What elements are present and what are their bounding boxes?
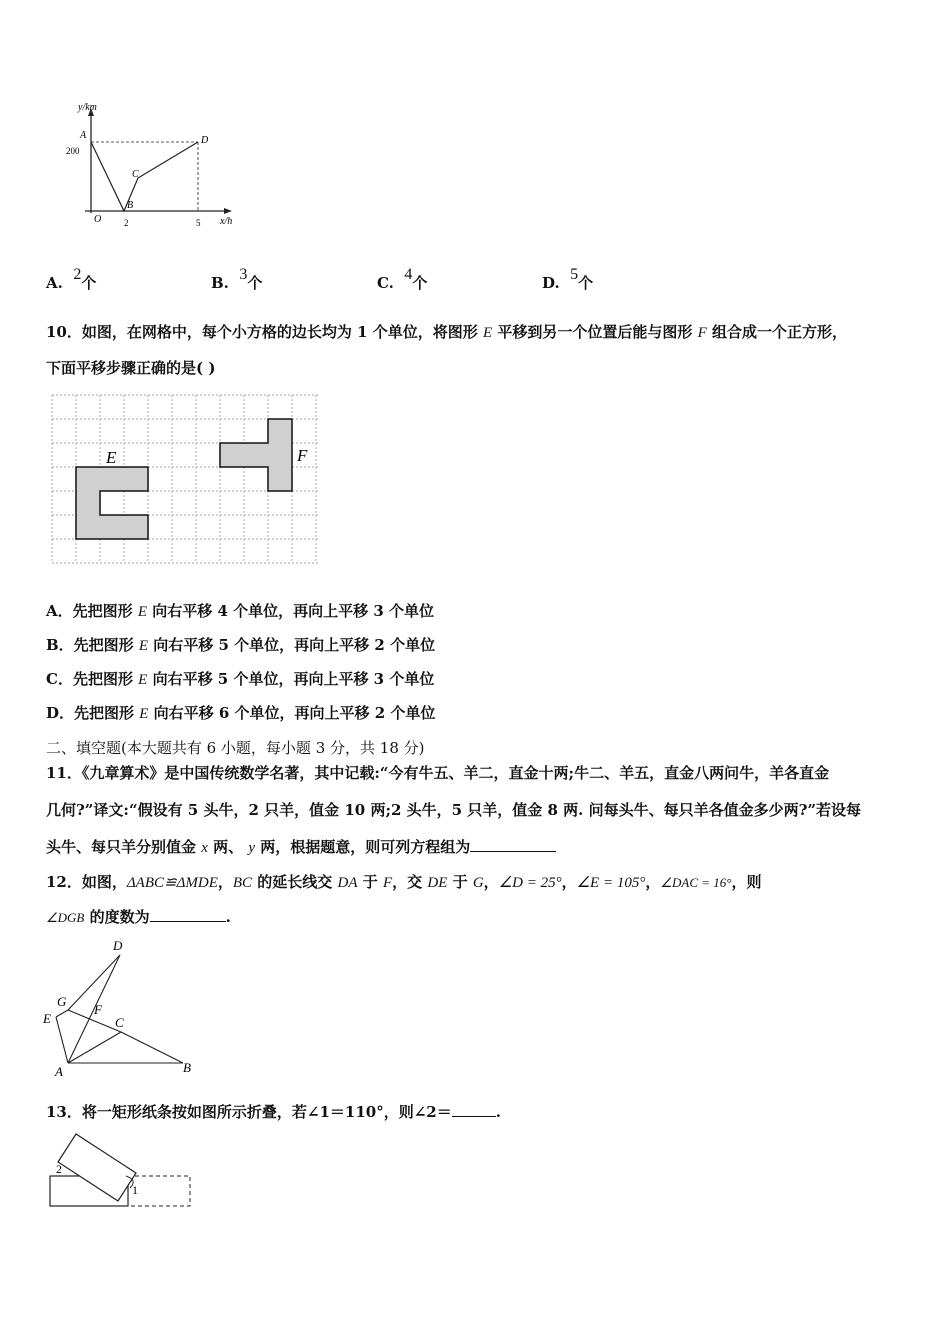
q10-option-b: B．先把图形 E 向右平移 5 个单位，再向上平移 2 个单位: [46, 636, 436, 654]
shape-f: [220, 419, 292, 491]
q11-line2: 几何?”译文:“假设有 5 头牛，2 只羊，值金 10 两;2 头牛，5 只羊，值金 8 两. 问每头牛、每只羊各值金多少两?”若设每: [46, 801, 862, 819]
q10-option-c: C．先把图形 E 向右平移 5 个单位，再向上平移 3 个单位: [46, 670, 435, 688]
shape-e: [76, 467, 148, 539]
graph-path: [91, 142, 198, 211]
q13-answer-blank[interactable]: [452, 1102, 496, 1117]
origin-label: O: [94, 214, 102, 225]
y-axis-label: y/km: [78, 102, 97, 113]
strip-folded-part: [58, 1134, 136, 1201]
shape-e-label: E: [106, 448, 117, 467]
point-a: A: [80, 130, 87, 141]
q10-option-a: A．先把图形 E 向右平移 4 个单位，再向上平移 3 个单位: [46, 602, 435, 620]
angle-1-label: 1: [132, 1183, 138, 1197]
label-c: C: [115, 1015, 124, 1030]
section-heading-fill-in: 二、填空题(本大题共有 6 小题，每小题 3 分，共 18 分): [46, 739, 425, 757]
folded-strip-figure: [44, 1130, 196, 1212]
q12-line2: ∠DGB 的度数为 .: [46, 908, 231, 926]
congruent-triangles-figure: [40, 935, 200, 1077]
q11-line1: 11．《九章算术》是中国传统数学名著，其中记载:“今有牛五、羊二，直金十两;牛二、羊五，直金八两问牛，羊各直金: [46, 764, 830, 782]
label-g: G: [57, 994, 67, 1009]
q10-option-d: D．先把图形 E 向右平移 6 个单位，再向上平移 2 个单位: [46, 704, 436, 722]
x-axis-arrow: [224, 208, 232, 214]
point-b: B: [127, 200, 134, 211]
label-a: A: [55, 1064, 63, 1077]
q9-option-c: C. 4个: [377, 266, 428, 292]
angle-2-label: 2: [56, 1162, 62, 1176]
q11-line3: 头牛、每只羊分别值金 x 两、 y 两，根据题意，则可列方程组为: [46, 836, 556, 857]
q9-option-b: B. 3个: [211, 266, 263, 292]
label-e: E: [43, 1011, 51, 1026]
y-tick-200: 200: [66, 146, 80, 156]
x-tick-5: 5: [196, 218, 201, 228]
label-b: B: [183, 1060, 191, 1075]
q11-answer-blank[interactable]: [470, 837, 556, 852]
point-d: D: [201, 135, 209, 146]
q12-answer-blank[interactable]: [150, 907, 226, 922]
point-c: C: [132, 169, 139, 180]
q9-option-a: A. 2个: [46, 266, 97, 292]
label-f: F: [94, 1002, 102, 1017]
q13-stem: 13．将一矩形纸条按如图所示折叠，若∠1＝110°，则∠2＝ .: [46, 1103, 501, 1121]
shape-f-label: F: [297, 446, 308, 465]
q10-stem-line1: 10．如图，在网格中，每个小方格的边长均为 1 个单位，将图形 E 平移到另一个位置后能与图形 F 组合成一个正方形，: [46, 323, 848, 341]
q10-stem-line2: 下面平移步骤正确的是( ): [46, 359, 216, 377]
x-axis-label: x/h: [220, 216, 233, 227]
x-tick-2: 2: [124, 218, 129, 228]
distance-time-graph: [60, 98, 250, 234]
q9-option-d: D. 5个: [542, 266, 594, 292]
q12-line1: 12．如图，ΔABC≌ΔMDE，BC 的延长线交 DA 于 F，交 DE 于 G，∠D = 25°，∠E = 105°，∠DAC = 16°，则: [46, 873, 762, 891]
translation-grid-figure: [50, 393, 322, 567]
label-d: D: [113, 938, 123, 953]
